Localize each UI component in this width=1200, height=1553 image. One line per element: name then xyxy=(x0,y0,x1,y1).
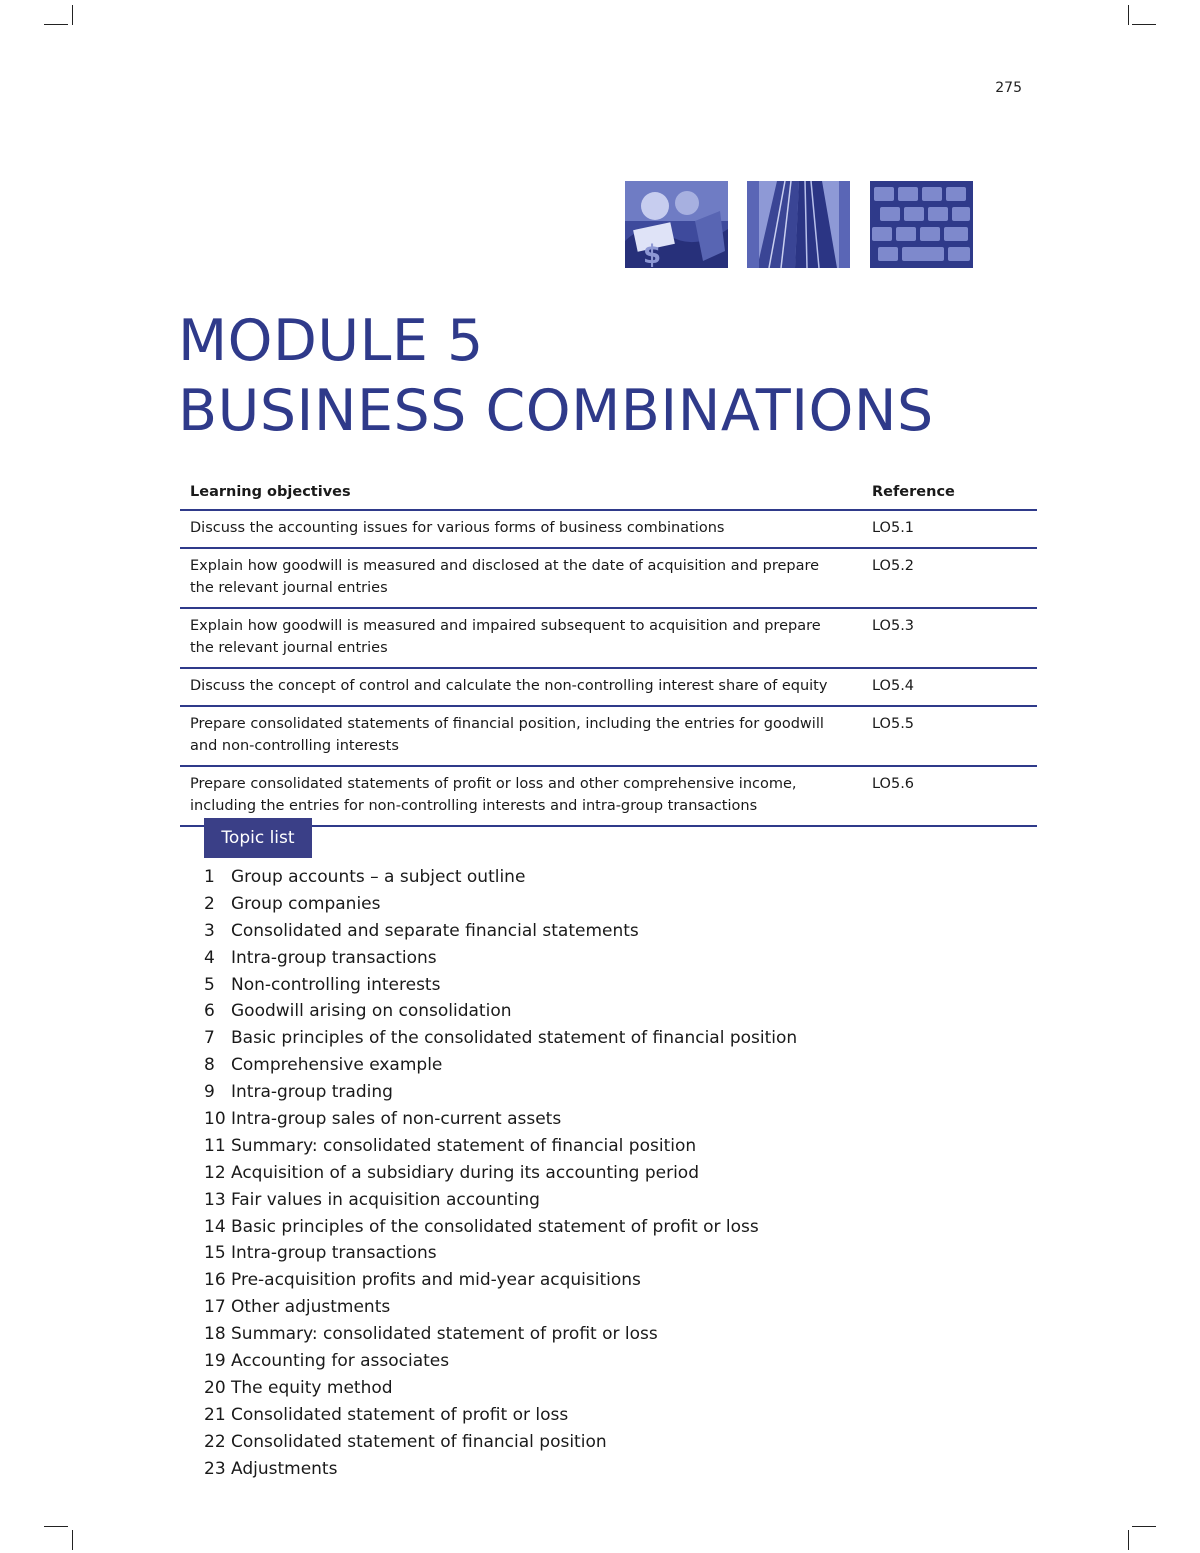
objective-text: Prepare consolidated statements of profit or loss and other comprehensive income, including the entries for non-controlling interests and intra-group transactions xyxy=(180,766,856,826)
list-item xyxy=(204,1348,797,1375)
objective-column-header: Learning objectives xyxy=(180,476,856,510)
topic-number: 3 xyxy=(204,920,215,941)
topic-title: Goodwill arising on consolidation xyxy=(231,1001,512,1022)
list-item xyxy=(204,864,797,891)
topic-number: 17 xyxy=(204,1297,226,1318)
topic-title: Pre-acquisition profits and mid-year acquisitions xyxy=(231,1270,641,1291)
list-item xyxy=(204,1187,797,1214)
list-item xyxy=(204,1375,797,1402)
objective-text: Explain how goodwill is measured and impaired subsequent to acquisition and prepare the relevant journal entries xyxy=(180,608,856,668)
topic-title: Intra-group transactions xyxy=(231,1243,437,1264)
topic-title: Non-controlling interests xyxy=(231,974,441,995)
objective-text: Prepare consolidated statements of financial position, including the entries for goodwill and non-controlling interests xyxy=(180,706,856,766)
list-item xyxy=(204,1133,797,1160)
module-name: BUSINESS COMBINATIONS xyxy=(178,378,934,444)
page-number: 275 xyxy=(995,80,1022,96)
table-row xyxy=(180,668,1037,706)
svg-text:$: $ xyxy=(643,240,662,268)
list-item xyxy=(204,1214,797,1241)
list-item xyxy=(204,1079,797,1106)
topic-title: Group companies xyxy=(231,893,381,914)
objective-text: Explain how goodwill is measured and disclosed at the date of acquisition and prepare the relevant journal entries xyxy=(180,548,856,608)
topic-number: 18 xyxy=(204,1324,226,1345)
topic-number: 19 xyxy=(204,1351,226,1372)
module-title xyxy=(178,306,934,446)
table-header-row xyxy=(180,476,1037,510)
table-row xyxy=(180,608,1037,668)
list-item xyxy=(204,1267,797,1294)
topic-number: 1 xyxy=(204,867,215,887)
list-item xyxy=(204,972,797,999)
topic-number: 7 xyxy=(204,1028,215,1049)
header-photo-strip xyxy=(625,181,973,268)
topic-number: 21 xyxy=(204,1404,226,1425)
topic-number: 4 xyxy=(204,947,215,968)
topic-title: Other adjustments xyxy=(231,1297,391,1318)
topic-title: Summary: consolidated statement of profit or loss xyxy=(231,1324,658,1345)
table-row xyxy=(180,548,1037,608)
topic-title: Acquisition of a subsidiary during its accounting period xyxy=(231,1162,699,1183)
list-item xyxy=(204,1429,797,1456)
topic-title: Intra-group sales of non-current assets xyxy=(231,1109,562,1130)
topic-title: Summary: consolidated statement of financial position xyxy=(231,1135,697,1156)
topic-number: 9 xyxy=(204,1082,215,1103)
topic-title: The equity method xyxy=(231,1377,393,1398)
topic-list xyxy=(204,864,797,1482)
list-item xyxy=(204,1025,797,1052)
table-row xyxy=(180,706,1037,766)
topic-number: 12 xyxy=(204,1162,226,1183)
list-item xyxy=(204,945,797,972)
list-item xyxy=(204,1294,797,1321)
list-item xyxy=(204,1160,797,1187)
list-item xyxy=(204,891,797,918)
objective-text: Discuss the concept of control and calculate the non-controlling interest share of equity xyxy=(180,668,856,706)
list-item xyxy=(204,918,797,945)
topic-number: 20 xyxy=(204,1377,226,1398)
list-item xyxy=(204,1402,797,1429)
objective-reference: LO5.1 xyxy=(856,510,1037,548)
list-item xyxy=(204,1106,797,1133)
topic-number: 16 xyxy=(204,1270,226,1291)
list-item xyxy=(204,1321,797,1348)
topic-number: 11 xyxy=(204,1135,226,1156)
topic-title: Intra-group trading xyxy=(231,1082,393,1103)
objective-reference: LO5.2 xyxy=(856,548,1037,608)
topic-title: Basic principles of the consolidated statement of profit or loss xyxy=(231,1216,759,1237)
objective-reference: LO5.4 xyxy=(856,668,1037,706)
topic-number: 13 xyxy=(204,1189,226,1210)
topic-title: Consolidated statement of profit or loss xyxy=(231,1404,569,1425)
topic-number: 2 xyxy=(204,893,215,914)
module-number: MODULE 5 xyxy=(178,308,484,374)
topic-title: Group accounts – a subject outline xyxy=(231,867,526,887)
keyboard-photo xyxy=(870,181,973,268)
objective-reference: LO5.3 xyxy=(856,608,1037,668)
topic-title: Consolidated statement of financial position xyxy=(231,1431,607,1452)
finance-people-photo xyxy=(625,181,728,268)
list-item xyxy=(204,1052,797,1079)
reference-column-header: Reference xyxy=(856,476,1037,510)
table-row xyxy=(180,510,1037,548)
topic-number: 5 xyxy=(204,974,215,995)
objective-reference: LO5.5 xyxy=(856,706,1037,766)
topic-number: 15 xyxy=(204,1243,226,1264)
topic-number: 23 xyxy=(204,1458,226,1479)
topic-title: Intra-group transactions xyxy=(231,947,437,968)
topic-title: Adjustments xyxy=(231,1458,338,1479)
topic-title: Comprehensive example xyxy=(231,1055,443,1076)
topic-list-badge: Topic list xyxy=(204,818,312,858)
topic-number: 10 xyxy=(204,1109,226,1130)
list-item xyxy=(204,1240,797,1267)
objective-text: Discuss the accounting issues for various forms of business combinations xyxy=(180,510,856,548)
list-item xyxy=(204,998,797,1025)
list-item xyxy=(204,1456,797,1483)
topic-number: 14 xyxy=(204,1216,226,1237)
topic-number: 22 xyxy=(204,1431,226,1452)
topic-title: Basic principles of the consolidated statement of financial position xyxy=(231,1028,798,1049)
topic-title: Accounting for associates xyxy=(231,1351,450,1372)
learning-objectives-table xyxy=(180,476,1037,827)
table-row xyxy=(180,766,1037,826)
topic-number: 6 xyxy=(204,1001,215,1022)
topic-title: Consolidated and separate financial statements xyxy=(231,920,639,941)
skyscraper-photo xyxy=(747,181,850,268)
objective-reference: LO5.6 xyxy=(856,766,1037,826)
topic-title: Fair values in acquisition accounting xyxy=(231,1189,540,1210)
topic-number: 8 xyxy=(204,1055,215,1076)
